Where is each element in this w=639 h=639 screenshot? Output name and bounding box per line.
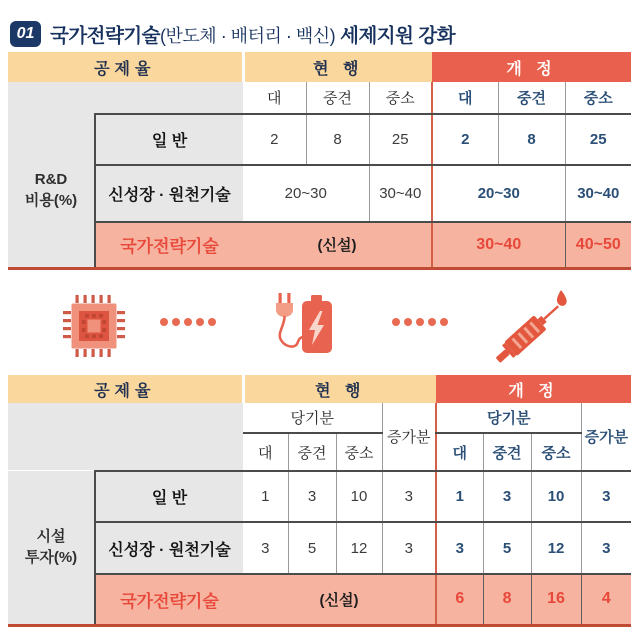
fac-group-label [8,471,95,625]
title-text [50,20,455,48]
fac-cur-col-small: 중소 [336,433,382,471]
fac-newgrowth-rev-large: 3 [436,522,483,574]
fac-header-revised: 개 정 [436,375,631,403]
dot [196,318,204,326]
facility-credit-table [8,375,631,627]
rd-general-rev-mid: 8 [498,114,565,165]
fac-general-rev-mid: 3 [483,471,531,522]
rd-group-label [8,114,95,268]
fac-group-label-line1: 시설 [36,527,66,545]
fac-header-row [8,375,631,403]
rd-subheader-row [8,82,631,114]
fac-rev-col-large: 대 [436,433,483,471]
fac-cur-col-mid: 중견 [288,433,336,471]
fac-strategic-label: 국가전략기술 [95,574,243,625]
rd-general-cur-mid: 8 [306,114,369,165]
fac-strategic-rev-large: 6 [436,574,483,625]
rd-rev-col-mid: 중견 [498,82,565,114]
fac-rev-increase-label: 증가분 [581,403,631,471]
fac-strategic-rev-mid: 8 [483,574,531,625]
fac-rev-col-small: 중소 [531,433,581,471]
dot [416,318,424,326]
fac-strategic-rev-increase: 4 [581,574,631,625]
dots-separator-left [160,318,216,326]
fac-newgrowth-cur-small: 12 [336,522,382,574]
fac-newgrowth-cur-increase: 3 [382,522,436,574]
fac-newgrowth-rev-mid: 5 [483,522,531,574]
fac-general-rev-increase: 3 [581,471,631,522]
rd-strategic-row [8,222,631,268]
section-number-badge: 01 [10,21,41,47]
blood-drop [557,290,567,306]
fac-general-cur-large: 1 [243,471,288,522]
rd-general-cur-large: 2 [243,114,306,165]
fac-newgrowth-row [8,522,631,574]
rd-newgrowth-row [8,165,631,222]
fac-general-cur-small: 10 [336,471,382,522]
dot [440,318,448,326]
dots-separator-right [392,318,448,326]
fac-header-current: 현 행 [243,375,436,403]
rd-general-row [8,114,631,165]
fac-general-rev-large: 1 [436,471,483,522]
title-keyword: 국가전략기술 [50,25,161,48]
battery-charging-icon [265,287,343,365]
dot [404,318,412,326]
dot [172,318,180,326]
rd-cur-col-large: 대 [243,82,306,114]
fac-spacer [8,403,243,471]
title-suffix: 세제지원 강화 [340,25,456,48]
rd-strategic-rev-largemid: 30~40 [432,222,565,268]
fac-newgrowth-label: 신성장 · 원천기술 [95,522,243,574]
fac-strategic-cur: (신설) [243,574,436,625]
rd-general-rev-small: 25 [565,114,631,165]
dot [428,318,436,326]
fac-newgrowth-rev-increase: 3 [581,522,631,574]
rd-general-rev-large: 2 [432,114,498,165]
title-paren: (반도체 · 배터리 · 백신) [160,26,336,47]
rd-general-label: 일 반 [95,114,243,165]
rd-newgrowth-cur-largemid: 20~30 [243,165,369,222]
dot [392,318,400,326]
fac-cur-period-label: 당기분 [243,403,382,433]
fac-general-cur-increase: 3 [382,471,436,522]
rd-spacer-left [8,82,95,114]
rd-strategic-rev-small: 40~50 [565,222,631,268]
fac-newgrowth-rev-small: 12 [531,522,581,574]
fac-newgrowth-cur-large: 3 [243,522,288,574]
semiconductor-chip-icon [60,292,128,360]
rd-newgrowth-rev-largemid: 20~30 [432,165,565,222]
rd-newgrowth-rev-small: 30~40 [565,165,631,222]
rd-group-label-line1: R&D [34,170,68,188]
fac-general-rev-small: 10 [531,471,581,522]
fac-rev-period-label: 당기분 [436,403,581,433]
dot [160,318,168,326]
rd-rev-col-large: 대 [432,82,498,114]
rd-header-current: 현 행 [243,52,432,82]
rd-newgrowth-label: 신성장 · 원천기술 [95,165,243,222]
rd-header-row [8,52,631,82]
rd-cur-col-small: 중소 [369,82,432,114]
fac-rev-col-mid: 중견 [483,433,531,471]
fac-newgrowth-cur-mid: 5 [288,522,336,574]
rd-newgrowth-cur-small: 30~40 [369,165,432,222]
fac-cur-increase-label: 증가분 [382,403,436,471]
rd-rev-col-small: 중소 [565,82,631,114]
rd-strategic-cur: (신설) [243,222,432,268]
fac-cur-col-large: 대 [243,433,288,471]
fac-general-row [8,471,631,522]
fac-strategic-row [8,574,631,625]
fac-general-label: 일 반 [95,471,243,522]
rd-credit-table [8,52,631,270]
fac-header-credit-rate: 공제율 [8,375,243,403]
rd-header-credit-rate: 공제율 [8,52,243,82]
rd-header-revised: 개 정 [432,52,631,82]
fac-subheader-row1 [8,403,631,433]
rd-strategic-label: 국가전략기술 [95,222,243,268]
rd-general-cur-small: 25 [369,114,432,165]
fac-strategic-rev-small: 16 [531,574,581,625]
dot [184,318,192,326]
vaccine-syringe-icon [482,284,574,376]
dot [208,318,216,326]
rd-cur-col-mid: 중견 [306,82,369,114]
rd-spacer-label [95,82,243,114]
fac-general-cur-mid: 3 [288,471,336,522]
fac-group-label-line2: 투자(%) [24,549,78,567]
rd-group-label-line2: 비용(%) [24,192,78,210]
